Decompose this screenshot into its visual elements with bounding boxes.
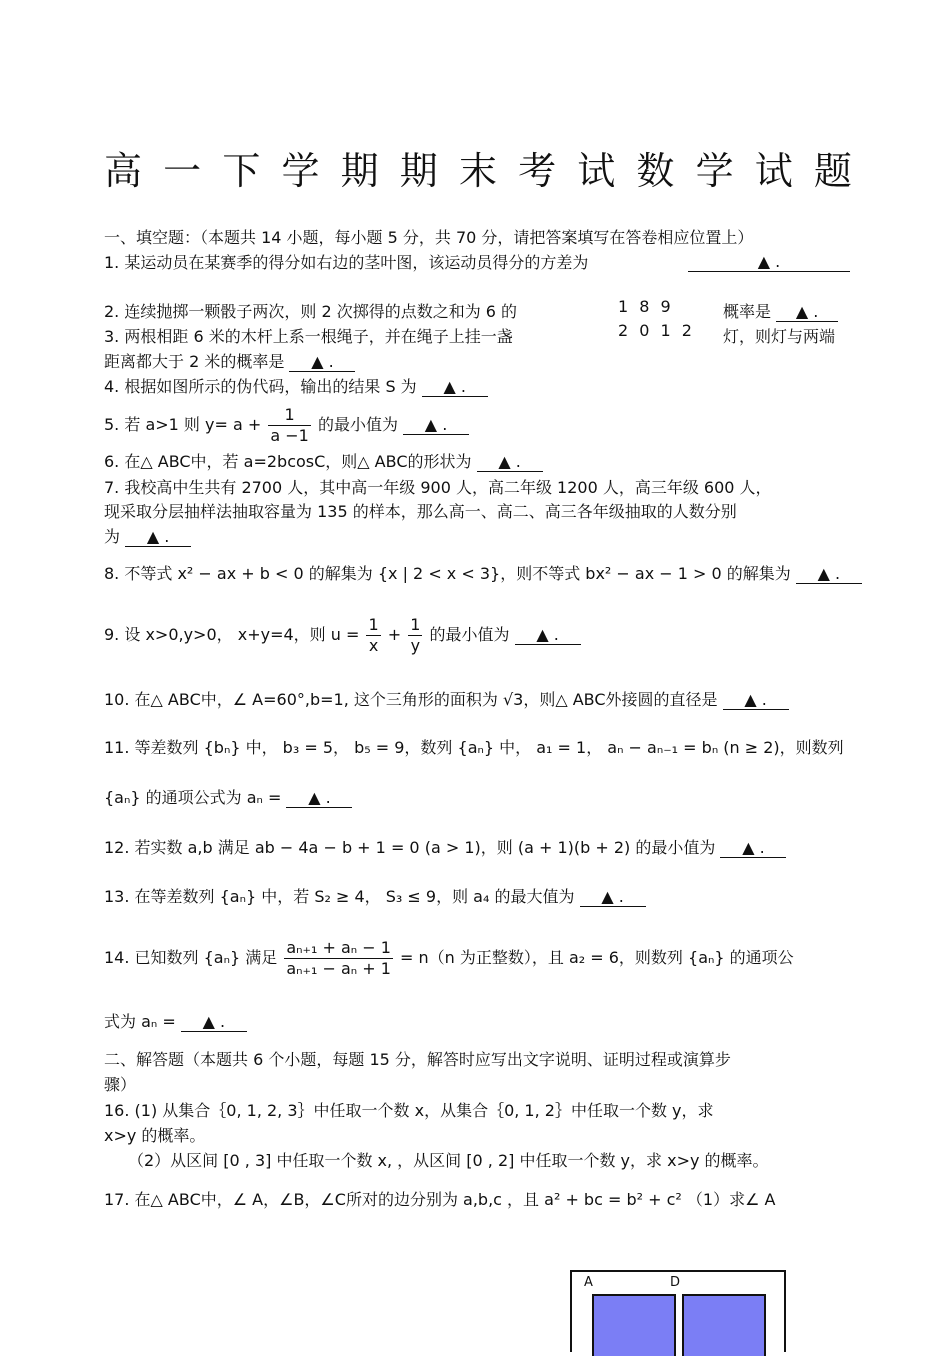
- title-char: 学: [695, 149, 734, 193]
- title-char: 期: [399, 149, 438, 193]
- q8-text: 8. 不等式 x² − ax + b < 0 的解集为 {x | 2 < x < 3}，则不等式 bx² − ax − 1 > 0 的解集为: [104, 564, 791, 583]
- exam-title: [104, 148, 852, 194]
- q9-numerator-2: 1: [410, 615, 421, 634]
- q7-text-c: 为: [104, 527, 121, 546]
- q3-text-a: 3. 两根相距 6 米的木杆上系一根绳子，并在绳子上挂一盏: [104, 327, 513, 346]
- figure-label-d: D: [670, 1275, 681, 1290]
- question-13: [104, 887, 646, 907]
- question-9: [104, 614, 581, 656]
- q13-text: 13. 在等差数列 {aₙ} 中，若 S₂ ≥ 4， S₃ ≤ 9，则 a₄ 的最大值为: [104, 887, 575, 906]
- title-char: 试: [577, 149, 616, 193]
- question-11: [104, 788, 352, 808]
- answer-blank-1: ▲ .: [688, 253, 850, 272]
- q9-plus: +: [387, 625, 402, 644]
- q3-text-c: 距离都大于 2 米的概率是: [104, 352, 285, 371]
- answer-blank-14: ▲ .: [181, 1013, 247, 1032]
- q14-text-a: 14. 已知数列 {aₙ} 满足: [104, 948, 278, 967]
- section1-heading: 一、填空题：（本题共 14 小题，每小题 5 分，共 70 分，请把答案填写在答卷相应位置上）: [104, 228, 754, 247]
- q9-text-a: 9. 设 x>0,y>0， x+y=4，则 u =: [104, 625, 360, 644]
- q14-numerator: aₙ₊₁ + aₙ − 1: [286, 938, 391, 957]
- stem-leaf-row-2: 2 0 1 2: [618, 321, 695, 340]
- q17-text: 17. 在△ ABC中，∠ A，∠B，∠C所对的边分别为 a,b,c ，且 a² + bc = b² + c² （1）求∠ A: [104, 1190, 776, 1209]
- q16-text-a: 16. (1) 从集合｛0, 1, 2, 3｝中任取一个数 x，从集合｛0, 1, 2｝中任取一个数 y，求: [104, 1101, 714, 1120]
- answer-blank-13: ▲ .: [580, 888, 646, 907]
- q9-numerator-1: 1: [368, 615, 379, 634]
- q7-text-a: 7. 我校高中生共有 2700 人，其中高一年级 900 人，高二年级 1200 人，高三年级 600 人，: [104, 478, 772, 497]
- q4-text: 4. 根据如图所示的伪代码，输出的结果 S 为: [104, 377, 417, 396]
- q2-label: 概率是: [723, 302, 772, 321]
- q9-text-b: 的最小值为: [429, 625, 510, 644]
- q9-denominator-2: y: [410, 636, 421, 655]
- answer-blank-7: ▲ .: [125, 528, 191, 547]
- q5-text-b: 的最小值为: [317, 415, 398, 434]
- window-pane-left: [592, 1294, 676, 1356]
- question-8: [104, 564, 862, 584]
- section2-heading-a: 二、解答题（本题共 6 个小题，每题 15 分，解答时应写出文字说明、证明过程或演算步: [104, 1050, 731, 1069]
- title-char: 题: [813, 149, 852, 193]
- question-12: [104, 838, 786, 858]
- title-char: 末: [458, 149, 497, 193]
- q16-text-c: （2）从区间 [0 , 3] 中任取一个数 x, ，从区间 [0 , 2] 中任取一个数 y，求 x>y 的概率。: [128, 1151, 769, 1170]
- window-pane-right: [682, 1294, 766, 1356]
- q11-text-a: 11. 等差数列 {bₙ} 中， b₃ = 5， b₅ = 9，数列 {aₙ} 中， a₁ = 1， aₙ − aₙ₋₁ = bₙ (n ≥ 2)，则数列: [104, 738, 844, 757]
- answer-blank-6: ▲ .: [477, 453, 543, 472]
- question-3: [104, 352, 355, 372]
- answer-blank-4: ▲ .: [422, 378, 488, 397]
- answer-blank-5: ▲ .: [403, 416, 469, 435]
- q9-denominator-1: x: [368, 636, 379, 655]
- title-char: 一: [163, 149, 202, 193]
- question-10: [104, 690, 789, 710]
- question-14-cont: [104, 1012, 247, 1032]
- q14-text-c: 式为 aₙ =: [104, 1012, 176, 1031]
- question-6: [104, 452, 543, 472]
- title-char: 试: [754, 149, 793, 193]
- q10-text: 10. 在△ ABC中，∠ A=60°,b=1, 这个三角形的面积为 √3，则△ ABC外接圆的直径是: [104, 690, 718, 709]
- q16-text-b: x>y 的概率。: [104, 1126, 206, 1145]
- question-7: [104, 527, 191, 547]
- question-14: [104, 937, 794, 979]
- question-1: [104, 253, 588, 273]
- q5-fraction: [268, 405, 310, 446]
- q7-text-b: 现采取分层抽样法抽取容量为 135 的样本，那么高一、高二、高三各年级抽取的人数分别: [104, 502, 737, 521]
- q3-text-b: 灯，则灯与两端: [723, 327, 836, 346]
- answer-blank-11: ▲ .: [286, 789, 352, 808]
- title-char: 学: [281, 149, 320, 193]
- answer-blank-2: ▲ .: [776, 303, 838, 322]
- answer-blank-12: ▲ .: [720, 839, 786, 858]
- q5-text-a: 5. 若 a>1 则 y= a +: [104, 415, 262, 434]
- answer-blank-8: ▲ .: [796, 565, 862, 584]
- window-figure: [570, 1270, 786, 1352]
- section2-heading-b: 骤）: [104, 1075, 137, 1094]
- q5-denominator: a −1: [270, 426, 309, 445]
- q11-text-b: {aₙ} 的通项公式为 aₙ =: [104, 788, 282, 807]
- title-char: 期: [340, 149, 379, 193]
- q2-text-a: 2. 连续抛掷一颗骰子两次，则 2 次掷得的点数之和为 6 的: [104, 302, 518, 321]
- q12-text: 12. 若实数 a,b 满足 ab − 4a − b + 1 = 0 (a > 1)，则 (a + 1)(b + 2) 的最小值为: [104, 838, 716, 857]
- answer-blank-3: ▲ .: [289, 353, 355, 372]
- q14-text-b: = n（n 为正整数），且 a₂ = 6，则数列 {aₙ} 的通项公: [400, 948, 794, 967]
- answer-blank-9: ▲ .: [515, 626, 581, 645]
- question-5: [104, 404, 469, 446]
- q9-fraction-1: [366, 615, 380, 656]
- title-char: 数: [636, 149, 675, 193]
- q14-fraction: [284, 938, 393, 979]
- figure-label-a: A: [584, 1275, 593, 1290]
- title-char: 下: [222, 149, 261, 193]
- stem-leaf-row-1: 1 8 9: [618, 297, 674, 316]
- question-4: [104, 377, 488, 397]
- q1-text: 1. 某运动员在某赛季的得分如右边的茎叶图，该运动员得分的方差为: [104, 253, 589, 272]
- q6-text: 6. 在△ ABC中，若 a=2bcosC，则△ ABC的形状为: [104, 452, 472, 471]
- title-char: 高: [104, 149, 143, 193]
- q9-fraction-2: [408, 615, 422, 656]
- q2-text-b: [723, 302, 838, 322]
- title-char: 考: [518, 149, 557, 193]
- answer-blank-10: ▲ .: [723, 691, 789, 710]
- q5-numerator: 1: [268, 405, 310, 426]
- q14-denominator: aₙ₊₁ − aₙ + 1: [286, 959, 391, 978]
